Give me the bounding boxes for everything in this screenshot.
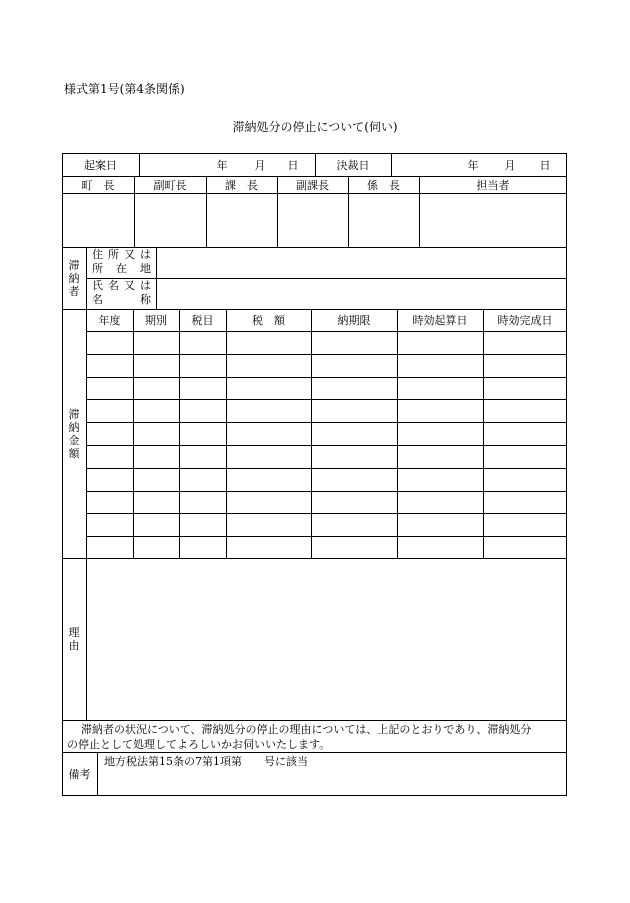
arrears-table-cell[interactable]	[134, 423, 178, 444]
arrears-column-header-6: 時効起算日	[412, 314, 468, 327]
arrears-table-cell[interactable]	[87, 446, 132, 467]
arrears-column-header-2: 期別	[145, 314, 167, 327]
arrears-table-cell[interactable]	[312, 400, 396, 421]
name-label-line-2	[92, 293, 151, 307]
arrears-table-cell[interactable]	[87, 514, 132, 535]
arrears-column-header-4: 税 額	[252, 314, 285, 327]
document-title: 滞納処分の停止について(伺い)	[232, 120, 398, 134]
approval-header-5: 係 長	[367, 178, 400, 192]
arrears-table-cell[interactable]	[180, 332, 225, 353]
arrears-side-label-char: 額	[68, 446, 80, 460]
approval-header-6: 担当者	[476, 178, 510, 192]
address-label-line-1-char: 所	[108, 248, 119, 261]
decision-year-label: 年	[467, 158, 479, 172]
arrears-table-cell[interactable]	[484, 378, 566, 399]
arrears-table-cell[interactable]	[398, 469, 482, 490]
arrears-table-cell[interactable]	[398, 332, 482, 353]
arrears-table-cell[interactable]	[312, 423, 396, 444]
reason-side-label-char: 由	[68, 639, 80, 652]
arrears-table-cell[interactable]	[180, 469, 225, 490]
taxpayer-side-label	[62, 247, 86, 309]
arrears-table-cell[interactable]	[312, 469, 396, 490]
approval-header-2: 副町長	[153, 178, 187, 192]
name-value-field[interactable]	[157, 279, 566, 308]
arrears-table-cell[interactable]	[398, 378, 482, 399]
arrears-table-cell[interactable]	[87, 332, 132, 353]
draft-date-label: 起案日	[84, 158, 117, 172]
reason-side-label	[62, 558, 86, 720]
header-divider	[139, 153, 140, 176]
arrears-table-cell[interactable]	[484, 469, 566, 490]
arrears-table-cell[interactable]	[312, 332, 396, 353]
address-label-line-1-char: 住	[92, 248, 103, 261]
arrears-table-cell[interactable]	[87, 537, 132, 558]
arrears-table-cell[interactable]	[134, 400, 178, 421]
arrears-table-cell[interactable]	[180, 378, 225, 399]
reason-bottom-line	[62, 720, 567, 721]
arrears-table-cell[interactable]	[398, 423, 482, 444]
arrears-table-cell[interactable]	[227, 446, 310, 467]
approval-header-1: 町 長	[81, 178, 115, 192]
approval-header-4: 副課長	[296, 178, 329, 192]
arrears-table-cell[interactable]	[312, 492, 396, 513]
taxpayer-side-label-char: 滞	[68, 258, 80, 272]
arrears-side-label-char: 金	[68, 433, 80, 447]
arrears-table-cell[interactable]	[227, 400, 310, 421]
arrears-table-cell[interactable]	[484, 400, 566, 421]
arrears-table-cell[interactable]	[398, 446, 482, 467]
arrears-table-cell[interactable]	[87, 355, 132, 376]
arrears-table-cell[interactable]	[87, 423, 132, 444]
arrears-table-cell[interactable]	[87, 492, 132, 513]
name-label-line-1	[92, 279, 151, 293]
arrears-table-cell[interactable]	[484, 537, 566, 558]
arrears-table-cell[interactable]	[227, 492, 310, 513]
arrears-table-cell[interactable]	[398, 400, 482, 421]
arrears-table-cell[interactable]	[180, 537, 225, 558]
arrears-side-label-char: 納	[68, 420, 80, 434]
arrears-table-cell[interactable]	[134, 492, 178, 513]
arrears-side-label-char: 滞	[68, 407, 80, 421]
address-label-line-1-char: 又	[124, 248, 135, 261]
taxpayer-side-label-char: 納	[68, 271, 80, 285]
arrears-table-cell[interactable]	[180, 514, 225, 535]
draft-year-label: 年	[216, 158, 228, 172]
arrears-table-cell[interactable]	[134, 332, 178, 353]
name-label-line-2-char: 名	[92, 293, 103, 306]
remarks-text: 地方税法第15条の7第1項第 号に該当	[104, 755, 308, 768]
arrears-table-cell[interactable]	[87, 378, 132, 399]
arrears-column-header-3: 税目	[191, 314, 214, 327]
arrears-table-cell[interactable]	[484, 492, 566, 513]
arrears-table-cell[interactable]	[312, 355, 396, 376]
approval-header-3: 課 長	[225, 178, 258, 192]
arrears-table-cell[interactable]	[227, 514, 310, 535]
arrears-table-cell[interactable]	[134, 378, 178, 399]
arrears-table-cell[interactable]	[398, 355, 482, 376]
reason-side-label-char: 理	[68, 626, 80, 639]
arrears-table-cell[interactable]	[312, 446, 396, 467]
arrears-table-cell[interactable]	[398, 514, 482, 535]
reason-statement	[67, 722, 564, 752]
address-label-line-2-char: 在	[116, 262, 127, 275]
arrears-table-cell[interactable]	[134, 469, 178, 490]
name-label-line-1-char: 名	[108, 279, 119, 292]
arrears-side-label	[62, 309, 86, 558]
approval-stamp-box-6	[419, 193, 567, 247]
name-label-line-1-char: は	[140, 279, 151, 292]
name-label-line-2-char: 称	[140, 293, 151, 306]
approval-stamp-box-4	[277, 193, 348, 247]
arrears-table-cell[interactable]	[484, 446, 566, 467]
arrears-table-cell[interactable]	[180, 400, 225, 421]
reason-statement-line-2: の停止として処理してよろしいかお伺いいたします。	[67, 738, 331, 751]
arrears-table-cell[interactable]	[484, 332, 566, 353]
arrears-table-cell[interactable]	[134, 355, 178, 376]
arrears-column-header-7: 時効完成日	[497, 314, 553, 327]
approval-stamp-box-2	[134, 193, 206, 247]
arrears-column-header-1: 年度	[98, 314, 121, 327]
arrears-table-cell[interactable]	[134, 514, 178, 535]
arrears-table-cell[interactable]	[227, 378, 310, 399]
reason-text-area[interactable]	[87, 559, 566, 719]
arrears-table-cell[interactable]	[227, 469, 310, 490]
decision-month-label: 月	[504, 158, 516, 172]
arrears-table-cell[interactable]	[87, 469, 132, 490]
arrears-table-cell[interactable]	[180, 423, 225, 444]
address-label-line-2	[92, 262, 151, 276]
arrears-table-cell[interactable]	[180, 355, 225, 376]
arrears-table-cell[interactable]	[312, 537, 396, 558]
remarks-divider	[97, 752, 98, 796]
arrears-table-cell[interactable]	[398, 537, 482, 558]
arrears-table-cell[interactable]	[398, 492, 482, 513]
arrears-table-cell[interactable]	[227, 423, 310, 444]
arrears-table-cell[interactable]	[484, 423, 566, 444]
arrears-column-header-5: 納期限	[337, 314, 371, 327]
form-number-label: 様式第1号(第4条関係)	[64, 82, 185, 96]
arrears-table-cell[interactable]	[227, 332, 310, 353]
approval-stamp-box-3	[206, 193, 277, 247]
remarks-label: 備考	[68, 768, 91, 781]
address-label-line-1	[92, 248, 151, 262]
arrears-table-cell[interactable]	[484, 355, 566, 376]
reason-statement-line-1: 滞納者の状況について、滞納処分の停止の理由については、上記のとおりであり、滞納処分	[81, 723, 532, 736]
header-divider	[391, 153, 392, 176]
arrears-table-cell[interactable]	[312, 378, 396, 399]
arrears-table-cell[interactable]	[484, 514, 566, 535]
arrears-table-cell[interactable]	[227, 537, 310, 558]
approval-stamp-box-5	[348, 193, 419, 247]
decision-day-label: 日	[539, 158, 551, 172]
arrears-table-cell[interactable]	[180, 492, 225, 513]
draft-day-label: 日	[287, 158, 299, 172]
arrears-table-cell[interactable]	[134, 537, 178, 558]
arrears-table-cell[interactable]	[87, 400, 132, 421]
taxpayer-side-divider	[86, 247, 87, 309]
arrears-table-cell[interactable]	[312, 514, 396, 535]
address-label-line-1-char: は	[140, 248, 151, 261]
name-label-line-1-char: 又	[124, 279, 135, 292]
taxpayer-side-label-char: 者	[68, 284, 80, 298]
name-label-line-1-char: 氏	[92, 279, 103, 292]
address-value-field[interactable]	[157, 248, 566, 277]
arrears-table-cell[interactable]	[180, 446, 225, 467]
address-label-line-2-char: 所	[92, 262, 103, 275]
address-label-line-2-char: 地	[140, 262, 151, 275]
draft-month-label: 月	[254, 158, 266, 172]
arrears-table-cell[interactable]	[134, 446, 178, 467]
arrears-table-cell[interactable]	[227, 355, 310, 376]
decision-date-label: 決裁日	[336, 158, 370, 172]
approval-stamp-box-1	[62, 193, 134, 247]
